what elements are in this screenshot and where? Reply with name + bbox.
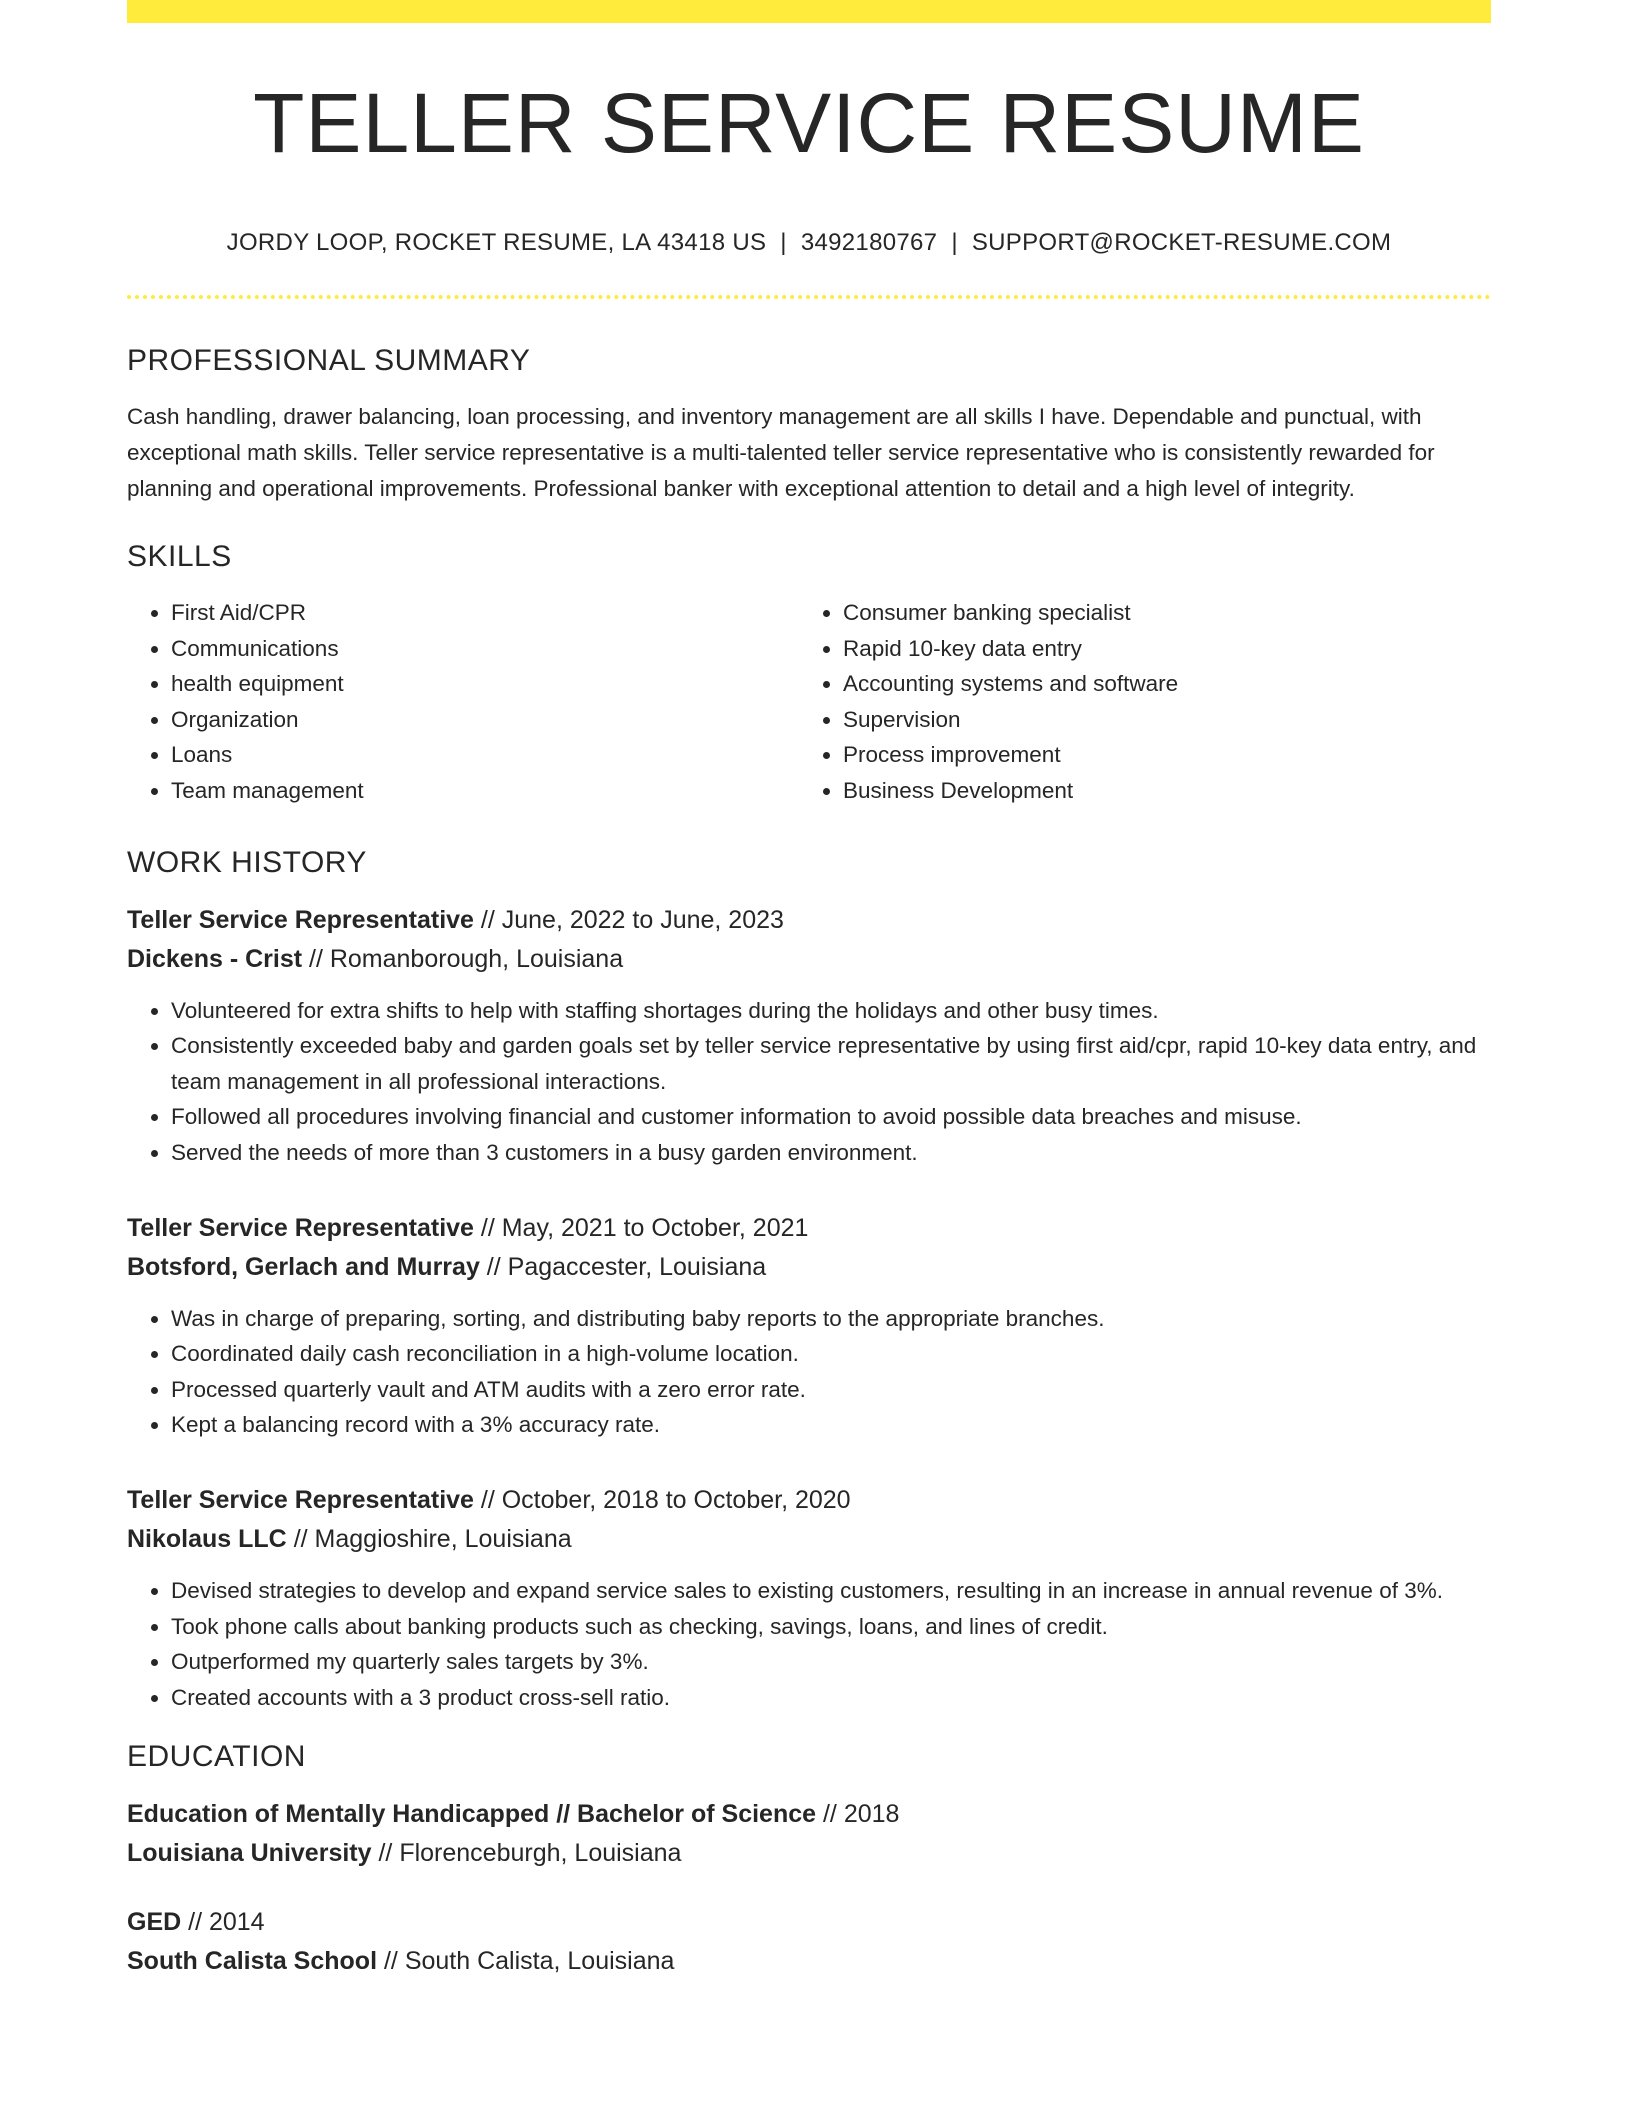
job-title-line bbox=[127, 1209, 1491, 1248]
education-year: // 2014 bbox=[181, 1908, 265, 1937]
job-title-line bbox=[127, 901, 1491, 940]
education-degree: GED bbox=[127, 1908, 182, 1937]
contact-address: JORDY LOOP, ROCKET RESUME, LA 43418 US bbox=[226, 229, 767, 256]
job-entry bbox=[127, 1481, 1491, 1715]
job-title: Teller Service Representative bbox=[127, 905, 474, 934]
skill-item: • health equipment bbox=[171, 666, 799, 702]
job-bullet: • Followed all procedures involving financial and customer information to avoid possible data breaches and misuse. bbox=[171, 1099, 1491, 1135]
job-bullets bbox=[127, 1573, 1491, 1715]
skill-item: • Accounting systems and software bbox=[843, 666, 1471, 702]
job-location: // Romanborough, Louisiana bbox=[302, 944, 624, 973]
contact-line bbox=[127, 229, 1491, 257]
contact-separator: | bbox=[780, 229, 787, 256]
job-bullet: • Consistently exceeded baby and garden goals set by teller service representative by using first aid/cpr, rapid 10-key data entry, and team management in all professional interactions. bbox=[171, 1028, 1491, 1099]
contact-email: SUPPORT@ROCKET-RESUME.COM bbox=[971, 229, 1392, 256]
job-bullet: • Created accounts with a 3 product cross-sell ratio. bbox=[171, 1680, 1491, 1716]
skill-item: • Business Development bbox=[843, 773, 1471, 809]
dotted-divider bbox=[127, 295, 1491, 299]
job-title: Teller Service Representative bbox=[127, 1213, 474, 1242]
skill-item: • Process improvement bbox=[843, 737, 1471, 773]
education-entry bbox=[127, 1903, 1491, 1981]
resume-page bbox=[127, 0, 1491, 1981]
job-company-line bbox=[127, 1248, 1491, 1287]
education-school-line bbox=[127, 1834, 1491, 1873]
skill-item: • Organization bbox=[171, 702, 799, 738]
skill-item: • Team management bbox=[171, 773, 799, 809]
skill-item: • Consumer banking specialist bbox=[843, 595, 1471, 631]
education-location: // Florenceburgh, Louisiana bbox=[371, 1839, 682, 1868]
job-location: // Maggioshire, Louisiana bbox=[286, 1524, 572, 1553]
education-heading: EDUCATION bbox=[127, 1740, 306, 1774]
job-bullets bbox=[127, 993, 1491, 1171]
education-year: // 2018 bbox=[816, 1800, 900, 1829]
skill-item: • Rapid 10-key data entry bbox=[843, 631, 1471, 667]
job-bullet: • Kept a balancing record with a 3% accuracy rate. bbox=[171, 1407, 1491, 1443]
skill-item: • Loans bbox=[171, 737, 799, 773]
skills-column-right bbox=[799, 595, 1471, 809]
job-bullet: • Served the needs of more than 3 customers in a busy garden environment. bbox=[171, 1135, 1491, 1171]
summary-text: Cash handling, drawer balancing, loan processing, and inventory management are all skills I have. Dependable and punctual, with exceptional math skills. Teller service representative is a multi-talented teller service representative who is consistently rewarded for planning and operational improvements. Professional banker with exceptional attention to detail and a high level of integrity. bbox=[127, 404, 1435, 501]
education-school: South Calista School bbox=[127, 1947, 378, 1976]
contact-separator: | bbox=[951, 229, 958, 256]
education-degree-line bbox=[127, 1903, 1491, 1942]
education-degree-line bbox=[127, 1795, 1491, 1834]
job-bullet: • Volunteered for extra shifts to help with staffing shortages during the holidays and other busy times. bbox=[171, 993, 1491, 1029]
job-bullet: • Was in charge of preparing, sorting, and distributing baby reports to the appropriate branches. bbox=[171, 1301, 1491, 1337]
job-bullet: • Coordinated daily cash reconciliation in a high-volume location. bbox=[171, 1336, 1491, 1372]
education-school: Louisiana University bbox=[127, 1839, 372, 1868]
job-company: Dickens - Crist bbox=[127, 944, 303, 973]
job-company: Botsford, Gerlach and Murray bbox=[127, 1252, 480, 1281]
top-accent-bar bbox=[127, 0, 1491, 23]
skill-item: • Communications bbox=[171, 631, 799, 667]
resume-title: TELLER SERVICE RESUME bbox=[253, 76, 1365, 170]
job-dates: // June, 2022 to June, 2023 bbox=[473, 905, 784, 934]
education-degree: Education of Mentally Handicapped // Bachelor of Science bbox=[127, 1800, 817, 1829]
skills-heading: SKILLS bbox=[127, 540, 232, 573]
summary-heading: PROFESSIONAL SUMMARY bbox=[127, 344, 531, 377]
job-company-line bbox=[127, 1520, 1491, 1559]
skill-item: • First Aid/CPR bbox=[171, 595, 799, 631]
skills-list bbox=[127, 595, 1491, 809]
job-entry bbox=[127, 901, 1491, 1171]
skill-item: • Supervision bbox=[843, 702, 1471, 738]
job-bullet: • Devised strategies to develop and expand service sales to existing customers, resulting in an increase in annual revenue of 3%. bbox=[171, 1573, 1491, 1609]
job-company: Nikolaus LLC bbox=[127, 1524, 287, 1553]
job-company-line bbox=[127, 940, 1491, 979]
job-bullet: • Took phone calls about banking products such as checking, savings, loans, and lines of credit. bbox=[171, 1609, 1491, 1645]
job-bullet: • Outperformed my quarterly sales targets by 3%. bbox=[171, 1644, 1491, 1680]
job-title: Teller Service Representative bbox=[127, 1485, 474, 1514]
job-bullets bbox=[127, 1301, 1491, 1443]
education-school-line bbox=[127, 1942, 1491, 1981]
job-title-line bbox=[127, 1481, 1491, 1520]
skills-column-left bbox=[127, 595, 799, 809]
contact-phone: 3492180767 bbox=[800, 229, 938, 256]
job-entry bbox=[127, 1209, 1491, 1443]
job-dates: // October, 2018 to October, 2020 bbox=[473, 1485, 851, 1514]
job-dates: // May, 2021 to October, 2021 bbox=[473, 1213, 809, 1242]
education-location: // South Calista, Louisiana bbox=[377, 1947, 675, 1976]
education-entry bbox=[127, 1795, 1491, 1873]
job-bullet: • Processed quarterly vault and ATM audits with a zero error rate. bbox=[171, 1372, 1491, 1408]
work-history-heading: WORK HISTORY bbox=[127, 845, 367, 879]
job-location: // Pagaccester, Louisiana bbox=[479, 1252, 767, 1281]
